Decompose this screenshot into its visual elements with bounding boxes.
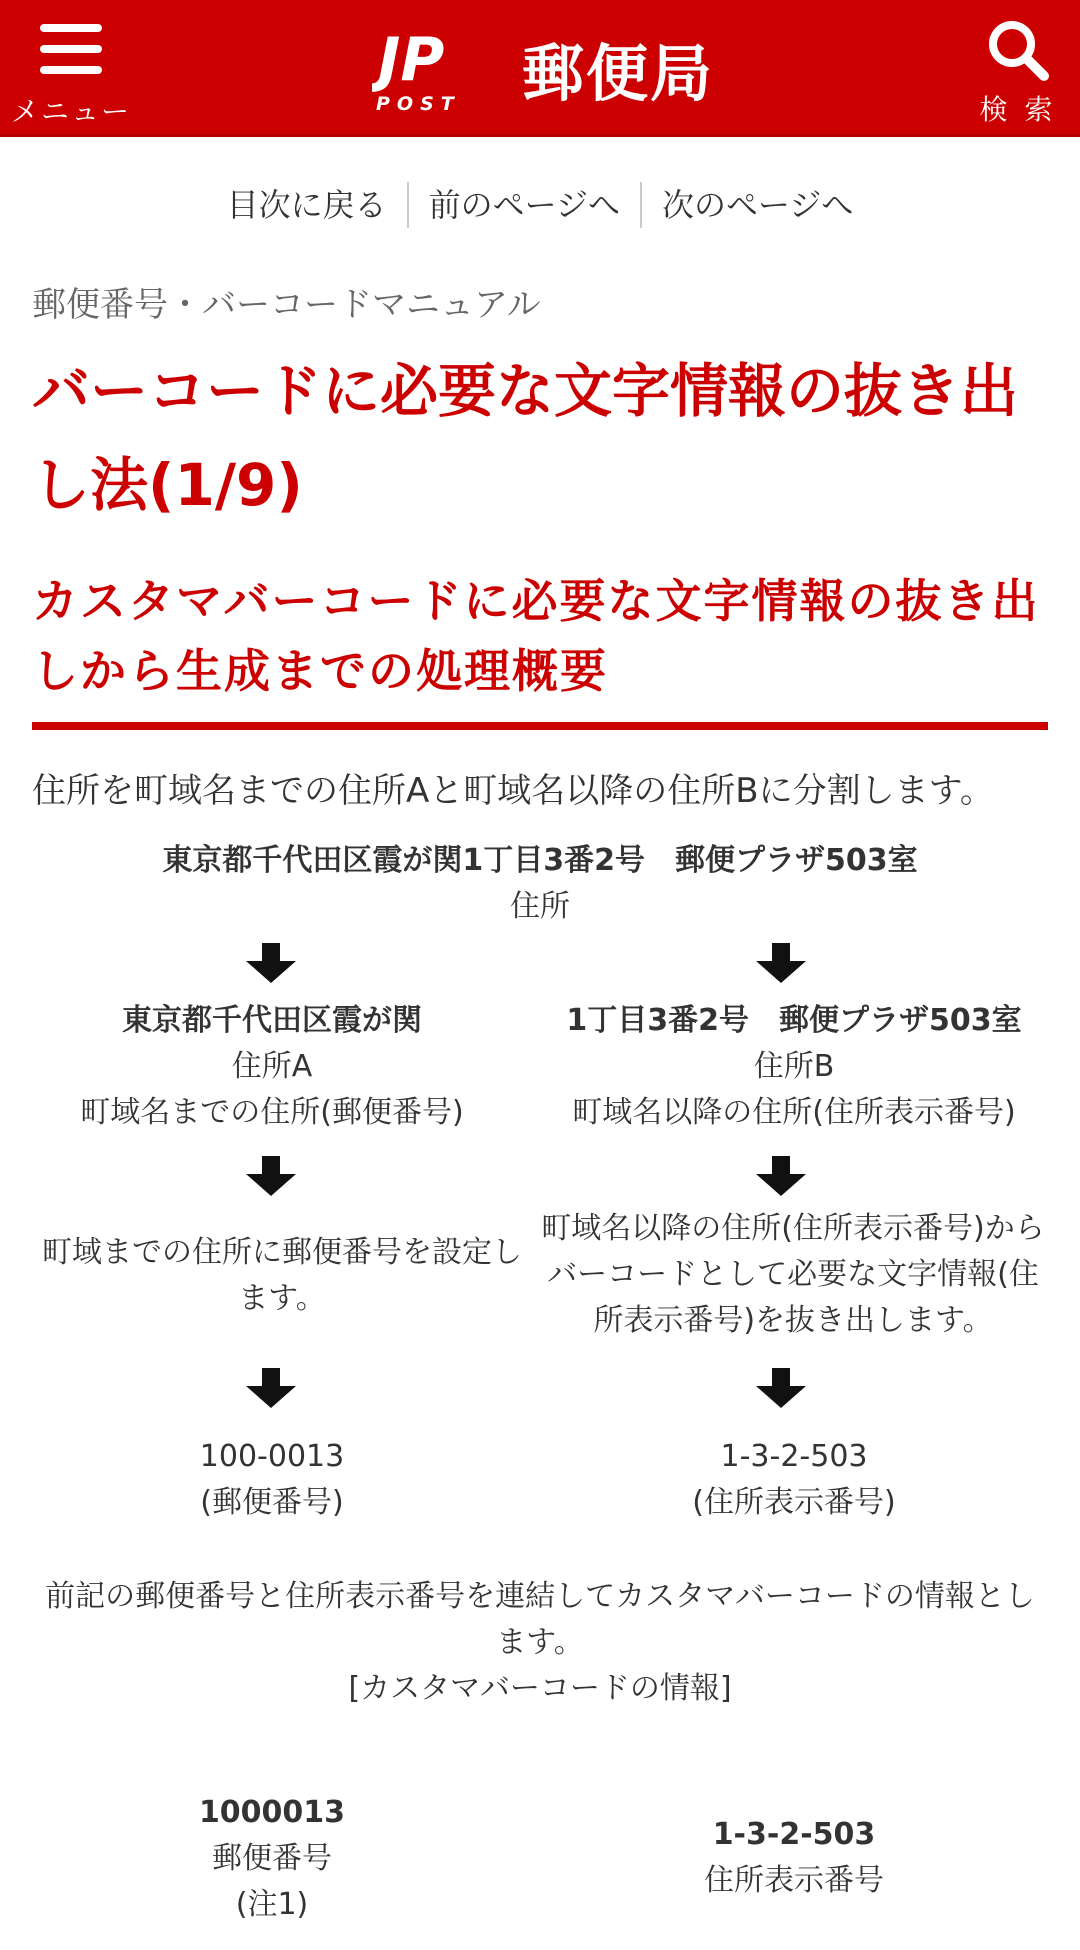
address-a-desc: 町域名までの住所(郵便番号): [80, 1095, 464, 1130]
address-number-result: 1-3-2-503: [720, 1439, 868, 1474]
prev-page-link[interactable]: 前のページへ: [428, 186, 620, 224]
section-label: 郵便番号・バーコードマニュアル: [32, 285, 541, 325]
zip-result: 100-0013: [199, 1439, 345, 1474]
search-button[interactable]: [956, 0, 1080, 134]
arrow-down-icon: [246, 943, 296, 983]
menu-button[interactable]: [0, 0, 142, 134]
full-address: 東京都千代田区霞が関1丁目3番2号 郵便プラザ503室: [162, 843, 918, 878]
final-address-number: 1-3-2-503: [712, 1817, 876, 1852]
arrow-down-icon: [246, 1368, 296, 1408]
site-title: 郵便局: [522, 36, 715, 110]
menu-label: メニュー: [10, 95, 131, 128]
hamburger-icon: [40, 24, 102, 74]
address-b-value: 1丁目3番2号 郵便プラザ503室: [566, 1003, 1022, 1038]
address-flow-diagram: [32, 838, 1048, 1798]
final-zip: 1000013: [198, 1795, 346, 1830]
final-address-number-label: 住所表示番号: [704, 1863, 884, 1898]
address-a-step: 町域までの住所に郵便番号を設定します。: [42, 1235, 522, 1316]
address-b-label: 住所B: [753, 1049, 835, 1084]
address-number-result-label: (住所表示番号): [692, 1485, 896, 1520]
next-page-link[interactable]: 次のページへ: [662, 186, 854, 224]
arrow-down-icon: [756, 1156, 806, 1196]
jp-post-logo-icon: [372, 22, 490, 114]
brand[interactable]: [372, 22, 714, 114]
search-label: 検 索: [979, 93, 1057, 126]
svg-text:POST: POST: [376, 93, 461, 114]
address-a-value: 東京都千代田区霞が関: [122, 1003, 422, 1038]
address-b-desc: 町域名以降の住所(住所表示番号): [572, 1095, 1016, 1130]
concat-text: 前記の郵便番号と住所表示番号を連結してカスタマバーコードの情報とします。: [45, 1579, 1035, 1660]
main-content: [0, 277, 1080, 1950]
address-a-label: 住所A: [231, 1049, 313, 1084]
svg-text:JP: JP: [378, 25, 445, 95]
arrow-down-icon: [246, 1156, 296, 1196]
page-title: バーコードに必要な文字情報の抜き出し法(1/9): [32, 357, 1019, 519]
zip-result-label: (郵便番号): [200, 1485, 344, 1520]
address-b-step: 町域名以降の住所(住所表示番号)からバーコードとして必要な文字情報(住所表示番号)を抜き出します。: [541, 1211, 1045, 1338]
barcode-info-label: [カスタマバーコードの情報]: [348, 1671, 732, 1706]
toc-link[interactable]: 目次に戻る: [226, 186, 387, 224]
final-zip-note: (注1): [235, 1887, 309, 1922]
sub-heading: カスタマバーコードに必要な文字情報の抜き出しから生成までの処理概要: [32, 566, 1048, 730]
arrow-down-icon: [756, 1368, 806, 1408]
site-header: [0, 0, 1080, 137]
full-address-label: 住所: [510, 889, 570, 924]
search-icon: [986, 18, 1050, 82]
arrow-down-icon: [756, 943, 806, 983]
intro-text: 住所を町域名までの住所Aと町域名以降の住所Bに分割します。: [32, 771, 994, 811]
page-navigation: [0, 181, 1080, 229]
final-zip-label: 郵便番号: [212, 1841, 332, 1876]
barcode-info: [32, 1790, 1048, 1950]
